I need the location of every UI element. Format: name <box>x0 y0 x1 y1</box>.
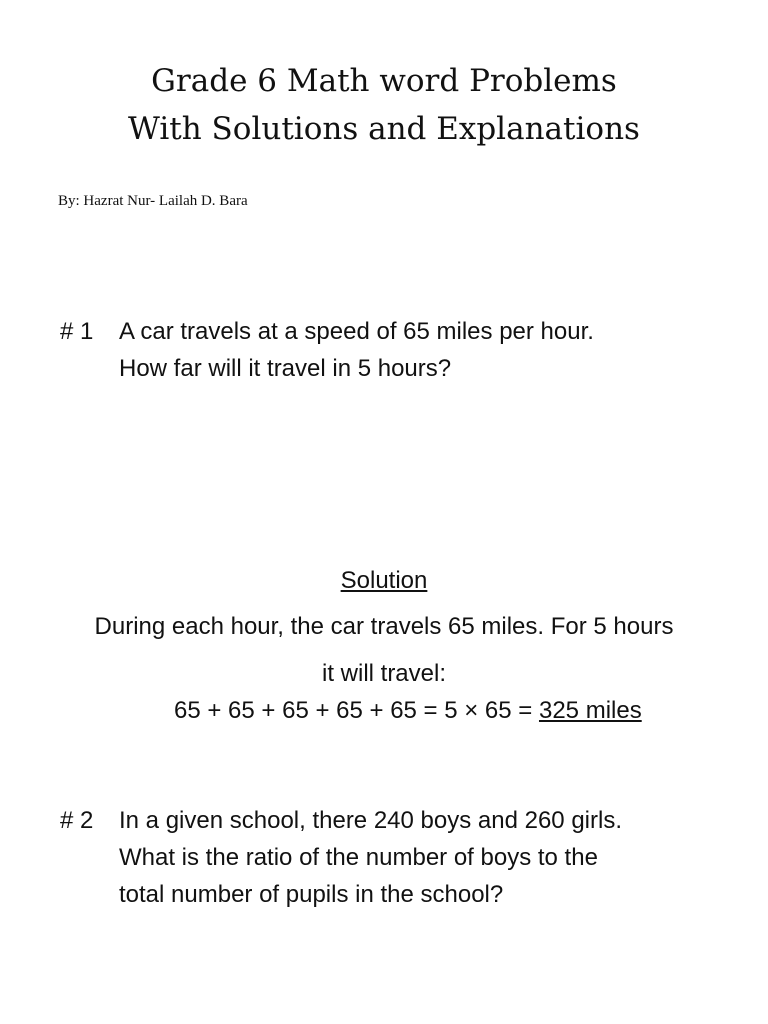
problem-number: # 1 <box>60 318 94 345</box>
author-byline: By: Hazrat Nur- Lailah D. Bara <box>58 193 248 209</box>
title-line-2: With Solutions and Explanations <box>128 111 640 147</box>
problem-line: What is the ratio of the number of boys to the <box>119 844 598 871</box>
solution-heading: Solution <box>340 567 428 594</box>
equation-answer: 325 miles <box>538 697 642 724</box>
problem-line: A car travels at a speed of 65 miles per hour. <box>119 318 594 345</box>
document-title <box>0 57 768 153</box>
problem-text <box>119 802 739 913</box>
equation-text: 65 + 65 + 65 + 65 + 65 = 5 × 65 = <box>174 697 539 724</box>
solution-line: During each hour, the car travels 65 miles. For 5 hours <box>94 613 674 640</box>
title-line-1: Grade 6 Math word Problems <box>151 63 617 99</box>
problem-number: # 2 <box>60 807 94 834</box>
problem-text <box>119 313 739 387</box>
problem-line: How far will it travel in 5 hours? <box>119 355 452 382</box>
solution-equation <box>174 692 642 729</box>
problem-line: In a given school, there 240 boys and 260 girls. <box>119 807 622 834</box>
solution-line: it will travel: <box>321 660 447 687</box>
problem-line: total number of pupils in the school? <box>119 881 504 908</box>
